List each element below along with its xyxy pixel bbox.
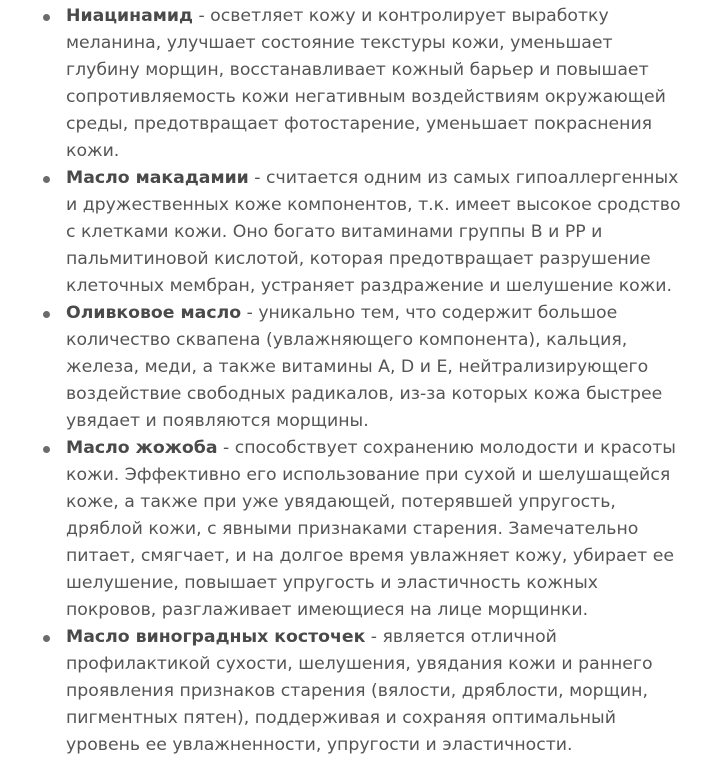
ingredient-description: - способствует сохранению молодости и красоты кожи. Эффективно его использование при сухой и шелушащейся коже, а также при уже увядающей, потерявшей упругость, дряблой кожи, с явными признаками старения. Замечательно питает, смягчает, и на долгое время увлажняет кожу, убирает ее шелушение, повышает упругость и эластичность кожных покровов, разглаживает имеющиеся на лице морщинки. xyxy=(66,438,676,620)
ingredient-term: Масло жожоба xyxy=(66,438,218,458)
ingredient-description: - является отличной профилактикой сухости, шелушения, увядания кожи и раннего проявления признаков старения (вялости, дряблости, морщин, пигментных пятен), поддерживая и сохраняя оптимальный уровень ее увлажненности, упругости и эластичности. xyxy=(66,627,653,755)
list-item-macadamia-oil xyxy=(0,165,690,300)
ingredient-description: - осветляет кожу и контролирует выработку меланина, улучшает состояние текстуры кожи, уменьшает глубину морщин, восстанавливает кожный барьер и повышает сопротивляемость кожи негативным воздействиям окружающей среды, предотвращает фотостарение, уменьшает покраснения кожи. xyxy=(66,6,666,161)
ingredient-term: Масло виноградных косточек xyxy=(66,627,366,647)
ingredient-term: Масло макадамии xyxy=(66,168,249,188)
bullet-icon xyxy=(43,446,50,453)
ingredient-term: Ниацинамид xyxy=(66,6,193,26)
bullet-icon xyxy=(43,14,50,21)
list-item-grape-seed-oil xyxy=(0,624,690,759)
list-item-jojoba-oil xyxy=(0,435,690,624)
ingredient-list xyxy=(0,3,690,759)
ingredient-description: - уникально тем, что содержит большое количество сквапена (увлажняющего компонента), кальция, железа, меди, а также витамины А, D и Е, нейтрализирующего воздействие свободных радикалов, из-за которых кожа быстрее увядает и появляются морщины. xyxy=(66,303,663,431)
bullet-icon xyxy=(43,311,50,318)
list-item-olive-oil xyxy=(0,300,690,435)
bullet-icon xyxy=(43,635,50,642)
list-item-niacinamide xyxy=(0,3,690,165)
ingredient-description: - считается одним из самых гипоаллергенных и дружественных коже компонентов, т.к. имеет высокое сродство с клетками кожи. Оно богато витаминами группы В и РР и пальмитиновой кислотой, которая предотвращает разрушение клеточных мембран, устраняет раздражение и шелушение кожи. xyxy=(66,168,681,296)
bullet-icon xyxy=(43,176,50,183)
ingredient-term: Оливковое масло xyxy=(66,303,242,323)
